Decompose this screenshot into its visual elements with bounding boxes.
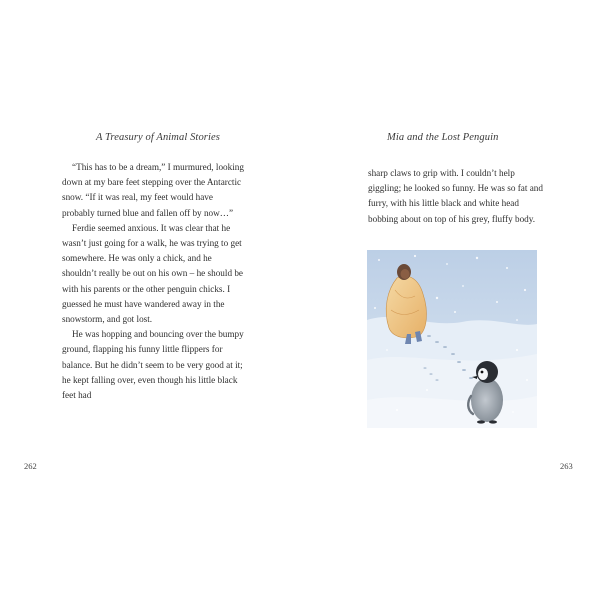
illustration-svg <box>367 250 537 428</box>
left-paragraph-3: He was hopping and bouncing over the bumpy ground, flapping his funny little flippers for balance. But he didn’t seem to be very good at it; he kept falling over, even though his little black feet had <box>62 329 244 401</box>
right-body-text <box>368 166 550 227</box>
left-page-number: 262 <box>24 461 37 471</box>
right-page <box>300 0 600 600</box>
left-running-head: A Treasury of Animal Stories <box>96 132 220 143</box>
left-paragraph-2: Ferdie seemed anxious. It was clear that he wasn’t just going for a walk, he was trying to get somewhere. He was only a chick, and he shouldn’t really be out on his own – he should be with his parents or the other penguin chicks. I guessed he must have wandered away in the snowstorm, and got lost. <box>62 222 244 325</box>
right-page-number: 263 <box>560 461 573 471</box>
left-paragraph-1: “This has to be a dream,” I murmured, looking down at my bare feet stepping over the Antarctic snow. “If it was real, my feet would have probably turned blue and fallen off by now…” <box>62 162 244 218</box>
snow-foreground <box>367 396 537 428</box>
left-body-text <box>62 160 244 403</box>
illustration-girl-and-penguin <box>367 250 537 428</box>
right-running-head: Mia and the Lost Penguin <box>387 132 499 143</box>
right-paragraph-1: sharp claws to grip with. I couldn’t help giggling; he looked so funny. He was so fat and furry, with his little black and white head bobbing about on top of his grey, fluffy body. <box>368 168 543 224</box>
